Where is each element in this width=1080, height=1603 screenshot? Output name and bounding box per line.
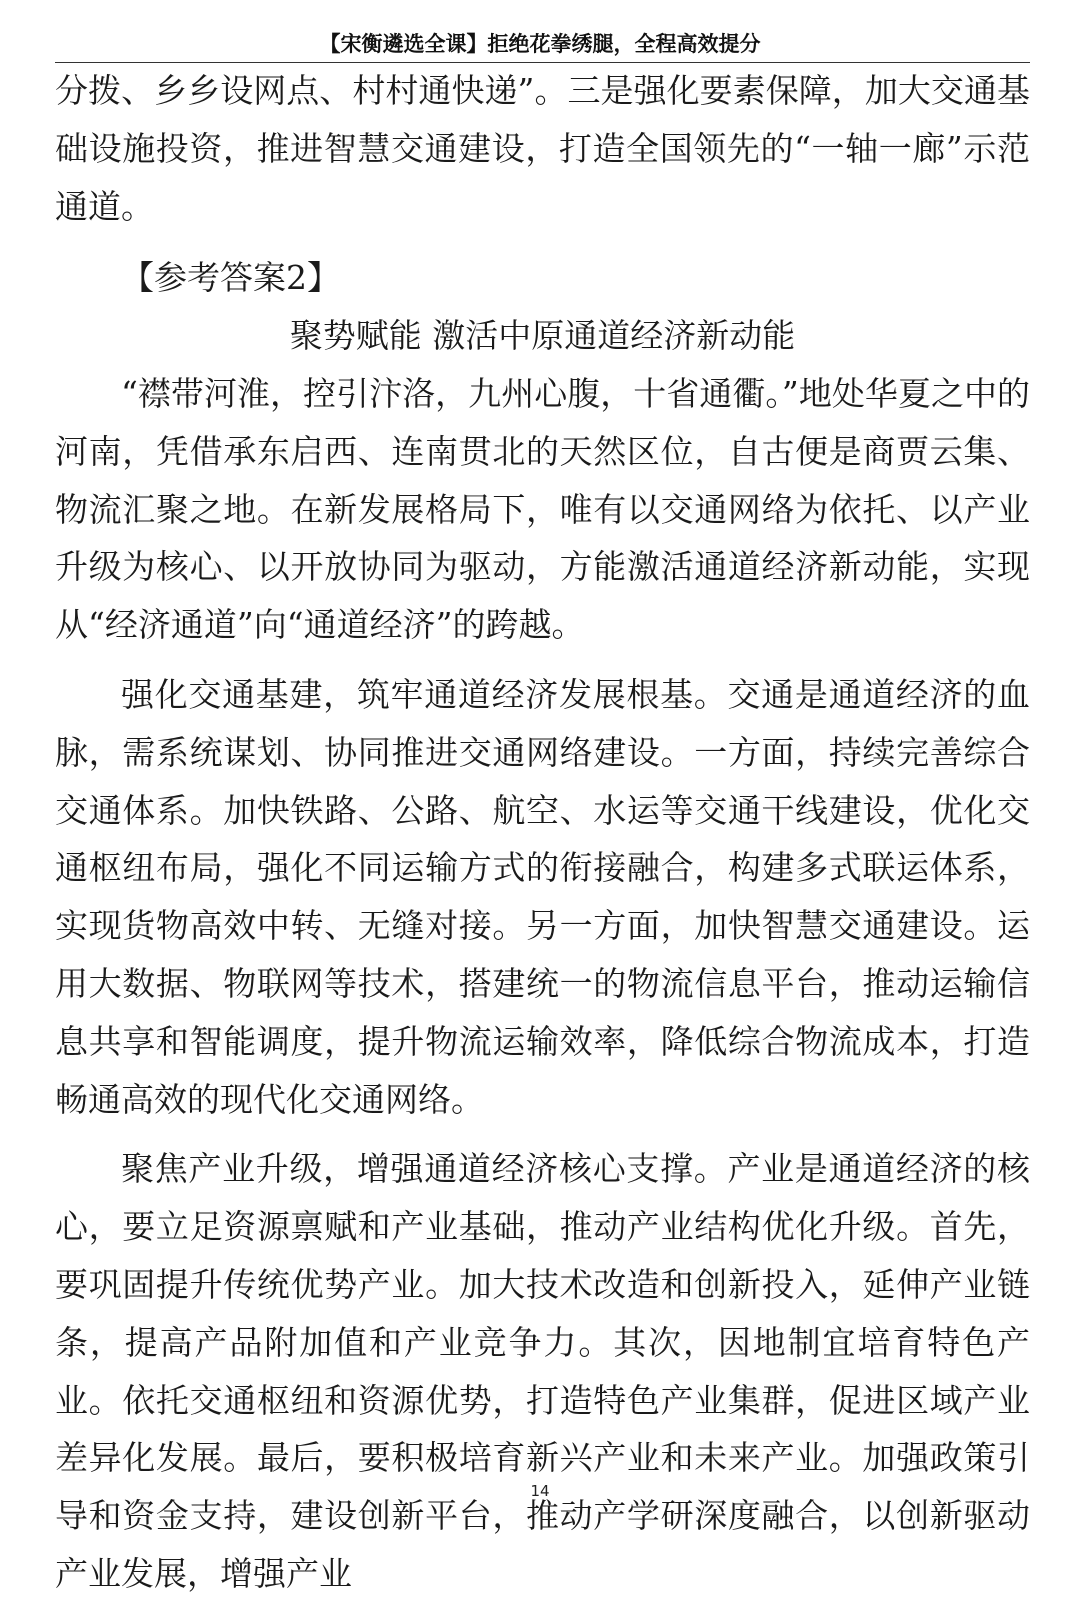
page-number: 14 (530, 1482, 550, 1500)
page-header: 【宋衡遴选全课】拒绝花拳绣腿，全程高效提分 (319, 32, 761, 56)
body-paragraph: 强化交通基建，筑牢通道经济发展根基。交通是通道经济的血脉，需系统谋划、协同推进交通网络建设。一方面，持续完善综合交通体系。加快铁路、公路、航空、水运等交通干线建设，优化交通枢纽布局，强化不同运输方式的衔接融合，构建多式联运体系，实现货物高效中转、无缝对接。另一方面，加快智慧交通建设。运用大数据、物联网等技术，搭建统一的物流信息平台，推动运输信息共享和智能调度，提升物流运输效率，降低综合物流成本，打造畅通高效的现代化交通网络。 (55, 674, 1030, 1119)
body-paragraph: 聚焦产业升级，增强通道经济核心支撑。产业是通道经济的核心，要立足资源禀赋和产业基础，推动产业结构优化升级。首先，要巩固提升传统优势产业。加大技术改造和创新投入，延伸产业链条，提高产品附加值和产业竞争力。其次，因地制宜培育特色产业。依托交通枢纽和资源优势，打造特色产业集群，促进区域产业差异化发展。最后，要积极培育新兴产业和未来产业。加强政策引导和资金支持，建设创新平台，推动产学研深度融合，以创新驱动产业发展，增强产业 (55, 1149, 1030, 1593)
body-paragraph: “襟带河淮，控引汴洛，九州心腹，十省通衢。”地处华夏之中的河南，凭借承东启西、连南贯北的天然区位，自古便是商贾云集、物流汇聚之地。在新发展格局下，唯有以交通网络为依托、以产业升级为核心、以开放协同为驱动，方能激活通道经济新动能，实现从“经济通道”向“通道经济”的跨越。 (55, 373, 1030, 645)
continuation-paragraph: 分拨、乡乡设网点、村村通快递”。三是强化要素保障，加大交通基础设施投资，推进智慧交通建设，打造全国领先的“一轴一廊”示范通道。 (55, 71, 1030, 226)
answer-label: 【参考答案2】 (121, 258, 340, 298)
document-body (55, 62, 1030, 1603)
essay-title: 聚势赋能 激活中原通道经济新动能 (289, 316, 796, 356)
